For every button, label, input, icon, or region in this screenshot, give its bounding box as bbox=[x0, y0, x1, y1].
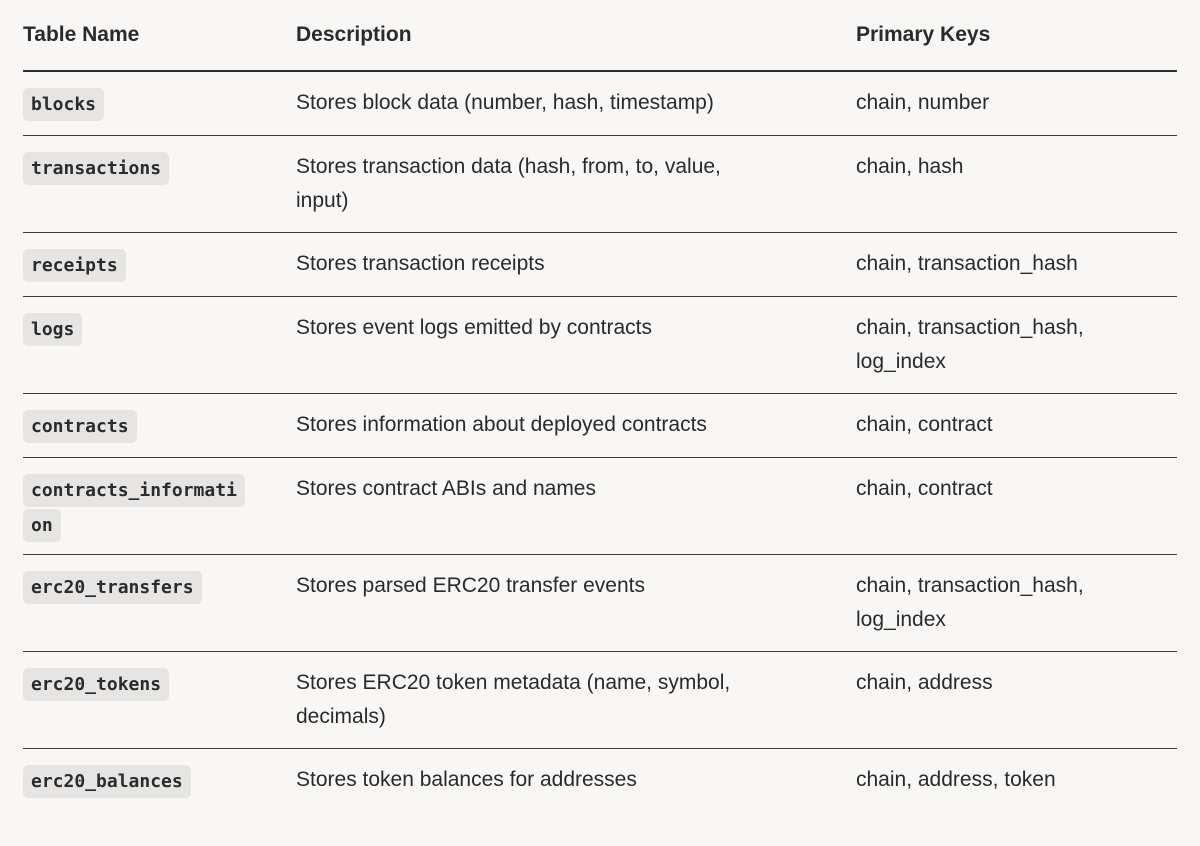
table-name-cell bbox=[23, 766, 296, 813]
table-name-code: contracts_information bbox=[23, 474, 245, 542]
description-cell: Stores contract ABIs and names bbox=[296, 477, 596, 500]
table-name-code: transactions bbox=[23, 152, 169, 185]
table-row bbox=[23, 749, 1177, 813]
table-name-code: erc20_tokens bbox=[23, 668, 169, 701]
table-name-code: contracts bbox=[23, 410, 137, 443]
header-description: Description bbox=[296, 23, 412, 46]
table-name-cell bbox=[23, 572, 296, 651]
description-cell: Stores parsed ERC20 transfer events bbox=[296, 574, 646, 597]
table-row bbox=[23, 233, 1177, 297]
schema-table bbox=[23, 0, 1177, 813]
primary-keys-cell: chain, address, token bbox=[856, 768, 1056, 791]
primary-keys-cell: chain, transaction_hash bbox=[856, 252, 1078, 275]
table-row bbox=[23, 72, 1177, 136]
table-row bbox=[23, 555, 1177, 652]
table-name-cell bbox=[23, 314, 296, 393]
primary-keys-cell: chain, hash bbox=[856, 155, 964, 178]
table-row bbox=[23, 652, 1177, 749]
table-name-cell bbox=[23, 669, 296, 748]
table-row bbox=[23, 458, 1177, 555]
description-cell: Stores transaction data (hash, from, to, value, input) bbox=[296, 155, 721, 212]
table-row bbox=[23, 297, 1177, 394]
description-cell: Stores transaction receipts bbox=[296, 252, 545, 275]
description-cell: Stores event logs emitted by contracts bbox=[296, 316, 653, 339]
primary-keys-cell: chain, contract bbox=[856, 477, 993, 500]
description-cell: Stores token balances for addresses bbox=[296, 768, 637, 791]
table-name-cell bbox=[23, 411, 296, 457]
table-name-code: blocks bbox=[23, 88, 104, 121]
primary-keys-cell: chain, transaction_hash, log_index bbox=[856, 316, 1084, 373]
primary-keys-cell: chain, address bbox=[856, 671, 993, 694]
table-name-code: erc20_transfers bbox=[23, 571, 202, 604]
table-name-code: erc20_balances bbox=[23, 765, 191, 798]
table-row bbox=[23, 394, 1177, 458]
table-name-cell bbox=[23, 475, 296, 554]
primary-keys-cell: chain, number bbox=[856, 91, 990, 114]
table-name-cell bbox=[23, 250, 296, 296]
table-name-code: logs bbox=[23, 313, 82, 346]
description-cell: Stores ERC20 token metadata (name, symbol, decimals) bbox=[296, 671, 731, 728]
table-row bbox=[23, 136, 1177, 233]
description-cell: Stores information about deployed contracts bbox=[296, 413, 707, 436]
header-primary-keys: Primary Keys bbox=[856, 23, 991, 46]
table-name-cell bbox=[23, 89, 296, 135]
header-table-name: Table Name bbox=[23, 23, 140, 46]
primary-keys-cell: chain, contract bbox=[856, 413, 993, 436]
table-name-code: receipts bbox=[23, 249, 126, 282]
description-cell: Stores block data (number, hash, timestamp) bbox=[296, 91, 714, 114]
table-name-cell bbox=[23, 153, 296, 232]
primary-keys-cell: chain, transaction_hash, log_index bbox=[856, 574, 1084, 631]
table-header-row bbox=[23, 0, 1177, 72]
